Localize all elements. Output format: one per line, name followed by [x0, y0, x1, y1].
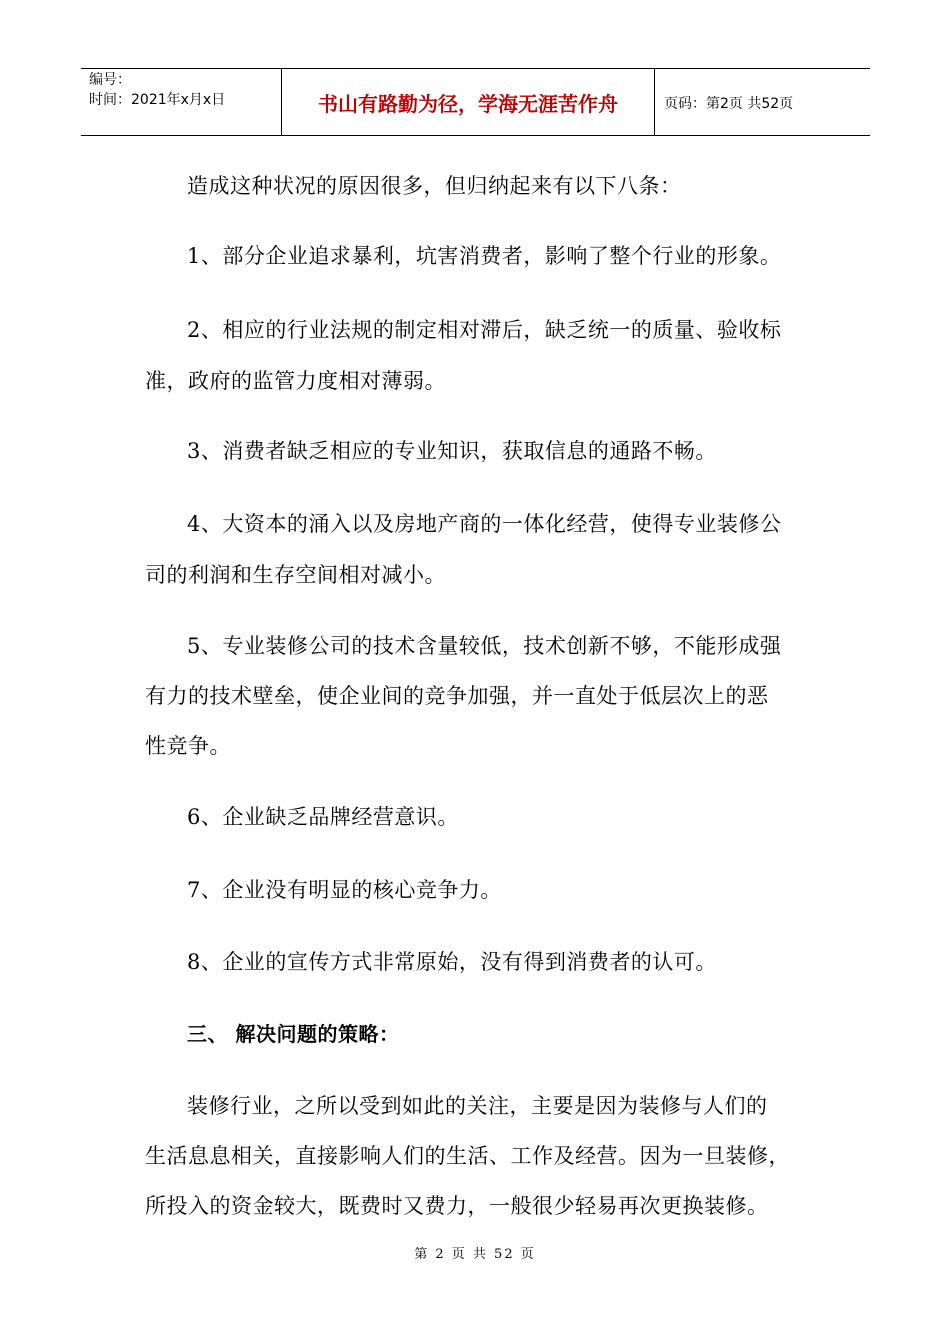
- header-motto: 书山有路勤为径，学海无涯苦作舟: [318, 92, 618, 116]
- list-item-6: 6、企业缺乏品牌经营意识。: [187, 805, 459, 829]
- list-item-4-line-1: 4、大资本的涌入以及房地产商的一体化经营，使得专业装修公: [187, 512, 782, 536]
- list-item-5-line-3: 性竞争。: [145, 734, 231, 758]
- list-item-5-line-2: 有力的技术壁垒，使企业间的竞争加强，并一直处于低层次上的恶: [145, 684, 769, 708]
- list-item-2-line-1: 2、相应的行业法规的制定相对滞后，缺乏统一的质量、验收标: [187, 318, 782, 342]
- list-item-2-line-2: 准，政府的监管力度相对薄弱。: [145, 369, 446, 393]
- list-item-3: 3、消费者缺乏相应的专业知识，获取信息的通路不畅。: [187, 439, 717, 463]
- paragraph-line-3: 所投入的资金较大，既费时又费力，一般很少轻易再次更换装修。: [145, 1194, 769, 1218]
- header-meta-cell: [81, 69, 282, 135]
- document-number-label: 编号：: [89, 72, 131, 88]
- list-item-4-line-2: 司的利润和生存空间相对减小。: [145, 563, 446, 587]
- list-item-1: 1、部分企业追求暴利，坑害消费者，影响了整个行业的形象。: [187, 244, 782, 268]
- header-page-cell: [655, 69, 870, 135]
- page-header: [81, 68, 870, 136]
- list-item-7: 7、企业没有明显的核心竞争力。: [187, 878, 502, 902]
- page-footer: 第 2 页 共 52 页: [414, 1247, 536, 1262]
- header-page-number: 页码：第2页 共52页: [664, 96, 794, 112]
- header-motto-cell: [282, 69, 655, 135]
- paragraph-line-2: 生活息息相关，直接影响人们的生活、工作及经营。因为一旦装修，: [145, 1144, 790, 1168]
- list-item-8: 8、企业的宣传方式非常原始，没有得到消费者的认可。: [187, 950, 717, 974]
- list-item-5-line-1: 5、专业装修公司的技术含量较低，技术创新不够，不能形成强: [187, 634, 782, 658]
- section-heading-strategy: 三、 解决问题的策略：: [187, 1022, 400, 1046]
- intro-paragraph: 造成这种状况的原因很多，但归纳起来有以下八条：: [187, 174, 682, 198]
- document-time-label: 时间：2021年x月x日: [89, 92, 226, 108]
- paragraph-line-1: 装修行业，之所以受到如此的关注，主要是因为装修与人们的: [187, 1094, 768, 1118]
